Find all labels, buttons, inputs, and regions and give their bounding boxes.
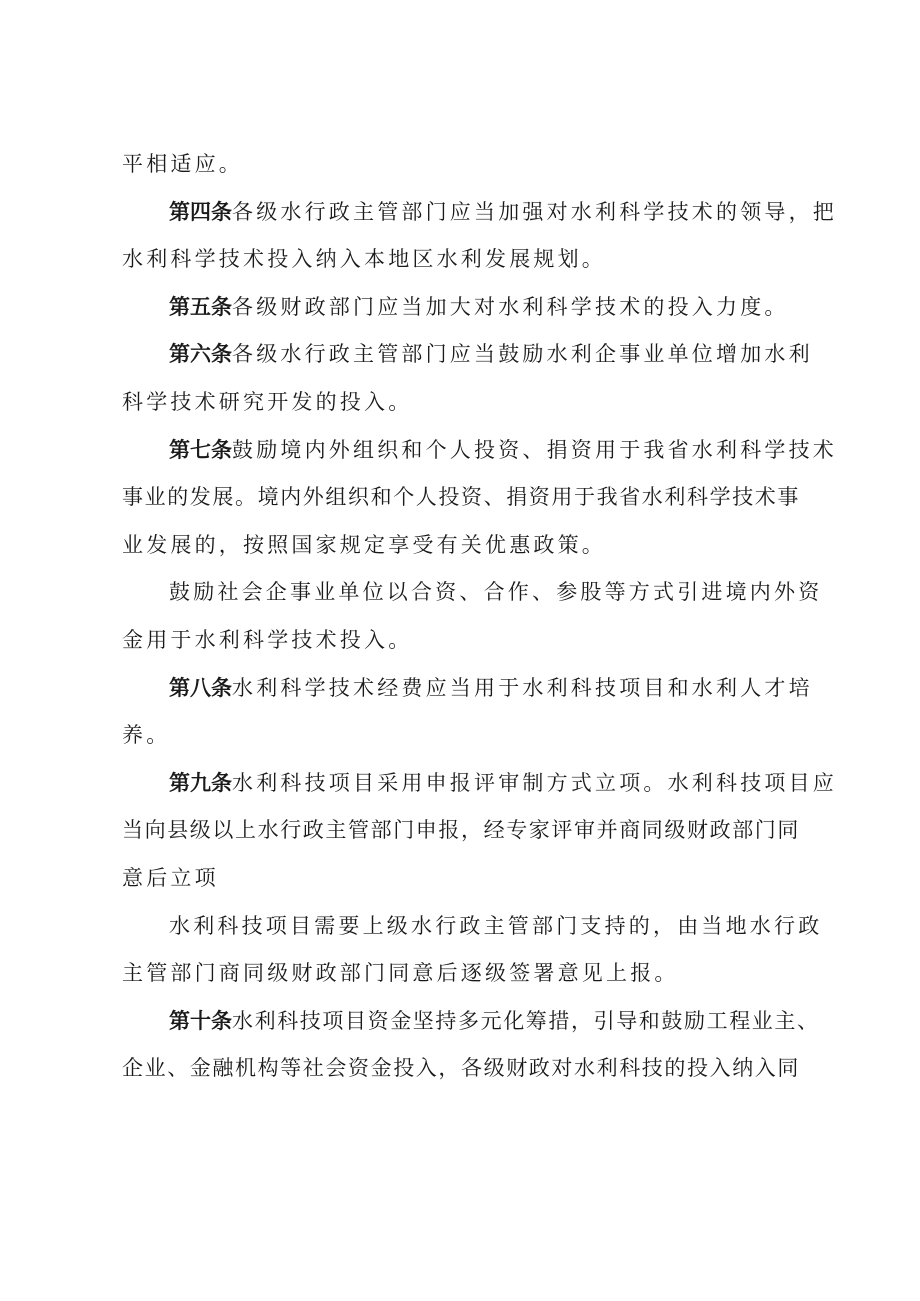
paragraph-text: 平相适应。 (122, 152, 243, 176)
article-10-heading: 第十条 (169, 1008, 232, 1033)
article-9-line-1 (122, 765, 837, 801)
paragraph-b-line-1 (122, 908, 823, 944)
article-5-heading: 第五条 (169, 294, 232, 319)
document-body (122, 146, 837, 1098)
article-6-line-1 (122, 336, 812, 372)
article-7-text: 事业的发展。境内外组织和个人投资、捐资用于我省水利科学技术事 (122, 485, 800, 510)
article-7-line-1 (122, 432, 837, 468)
article-4-line-2 (122, 241, 812, 277)
article-10-text: 水利科技项目资金坚持多元化筹措，引导和鼓励工程业主、 (232, 1008, 820, 1033)
article-7-text: 业发展的，按照国家规定享受有关优惠政策。 (122, 532, 606, 557)
article-4-text: 水利科学技术投入纳入本地区水利发展规划。 (122, 247, 606, 272)
article-7-heading: 第七条 (169, 437, 232, 462)
article-9-text: 意后立项 (122, 865, 219, 890)
article-5-line-1 (122, 289, 812, 325)
article-6-text: 各级水行政主管部门应当鼓励水利企事业单位增加水利 (232, 342, 813, 367)
article-8-text: 养。 (122, 723, 171, 748)
article-8-line-2 (122, 717, 812, 753)
text-line (122, 146, 812, 182)
paragraph-text: 金用于水利科学技术投入。 (122, 627, 413, 652)
article-7-line-2 (122, 479, 812, 515)
article-9-line-2 (122, 812, 812, 848)
paragraph-text: 鼓励社会企事业单位以合资、合作、参股等方式引进境内外资 (169, 580, 823, 605)
article-4-heading: 第四条 (169, 199, 232, 224)
paragraph-text: 主管部门商同级财政部门同意后逐级签署意见上报。 (122, 961, 679, 986)
article-6-text: 科学技术研究开发的投入。 (122, 389, 413, 414)
article-5-text: 各级财政部门应当加大对水利科学技术的投入力度。 (232, 294, 789, 319)
article-10-line-2 (122, 1050, 812, 1086)
article-9-heading: 第九条 (169, 770, 232, 795)
article-4-line-1 (122, 194, 837, 230)
article-9-text: 当向县级以上水行政主管部门申报，经专家评审并商同级财政部门同 (122, 818, 800, 843)
paragraph-b-line-2 (122, 955, 812, 991)
article-6-heading: 第六条 (169, 342, 232, 367)
paragraph-a-line-1 (122, 574, 823, 610)
article-7-text: 鼓励境内外组织和个人投资、捐资用于我省水利科学技术 (232, 437, 837, 462)
article-8-line-1 (122, 670, 812, 706)
article-4-text: 各级水行政主管部门应当加强对水利科学技术的领导，把 (232, 199, 837, 224)
article-6-line-2 (122, 384, 812, 420)
article-9-text: 水利科技项目采用申报评审制方式立项。水利科技项目应 (232, 770, 837, 795)
paragraph-text: 水利科技项目需要上级水行政主管部门支持的，由当地水行政 (169, 913, 823, 938)
article-8-text: 水利科学技术经费应当用于水利科技项目和水利人才培 (232, 675, 813, 700)
article-7-line-3 (122, 527, 812, 563)
article-10-text: 企业、金融机构等社会资金投入，各级财政对水利科技的投入纳入同 (122, 1056, 800, 1081)
article-8-heading: 第八条 (169, 675, 232, 700)
article-9-line-3 (122, 860, 812, 896)
paragraph-a-line-2 (122, 622, 812, 658)
article-10-line-1 (122, 1003, 820, 1039)
